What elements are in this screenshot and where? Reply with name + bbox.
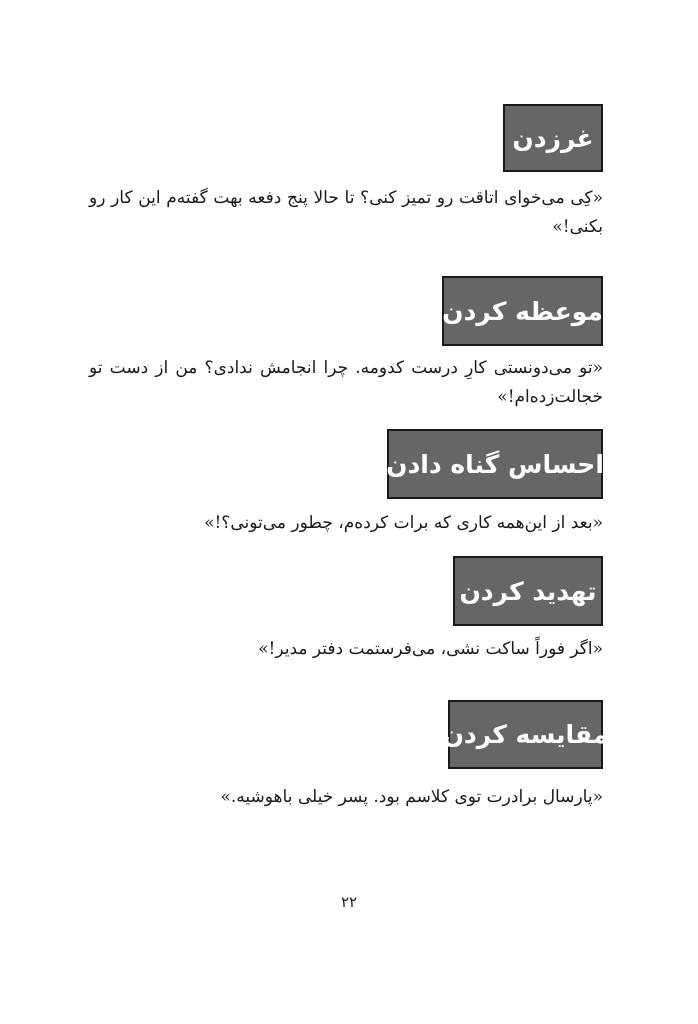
heading-nagging: غرزدن bbox=[503, 104, 603, 172]
quote-nagging: «کِی می‌خوای اتاقت رو تمیز کنی؟ تا حالا پنج دفعه بهت گفته‌م این کار رو بکنی!» bbox=[89, 188, 603, 237]
quote-guilt-tripping: «بعد از این‌همه کاری که برات کرده‌م، چطور می‌تونی؟!» bbox=[204, 513, 603, 533]
quote-threatening: «اگر فوراً ساکت نشی، می‌فرستمت دفتر مدیر!» bbox=[258, 639, 603, 659]
heading-lecturing: موعظه کردن bbox=[442, 276, 603, 346]
page-number: ۲۲ bbox=[340, 893, 358, 911]
quote-lecturing: «تو می‌دونستی کارِ درست کدومه. چرا انجامش ندادی؟ من از دست تو خجالت‌زده‌ام!» bbox=[89, 358, 603, 407]
heading-threatening: تهدید کردن bbox=[453, 556, 603, 626]
heading-comparing: مقایسه کردن bbox=[448, 700, 603, 769]
quote-comparing: «پارسال برادرت توی کلاسم بود. پسر خیلی باهوشیه.» bbox=[220, 787, 603, 807]
heading-guilt-tripping: احساس گناه دادن bbox=[387, 429, 603, 499]
